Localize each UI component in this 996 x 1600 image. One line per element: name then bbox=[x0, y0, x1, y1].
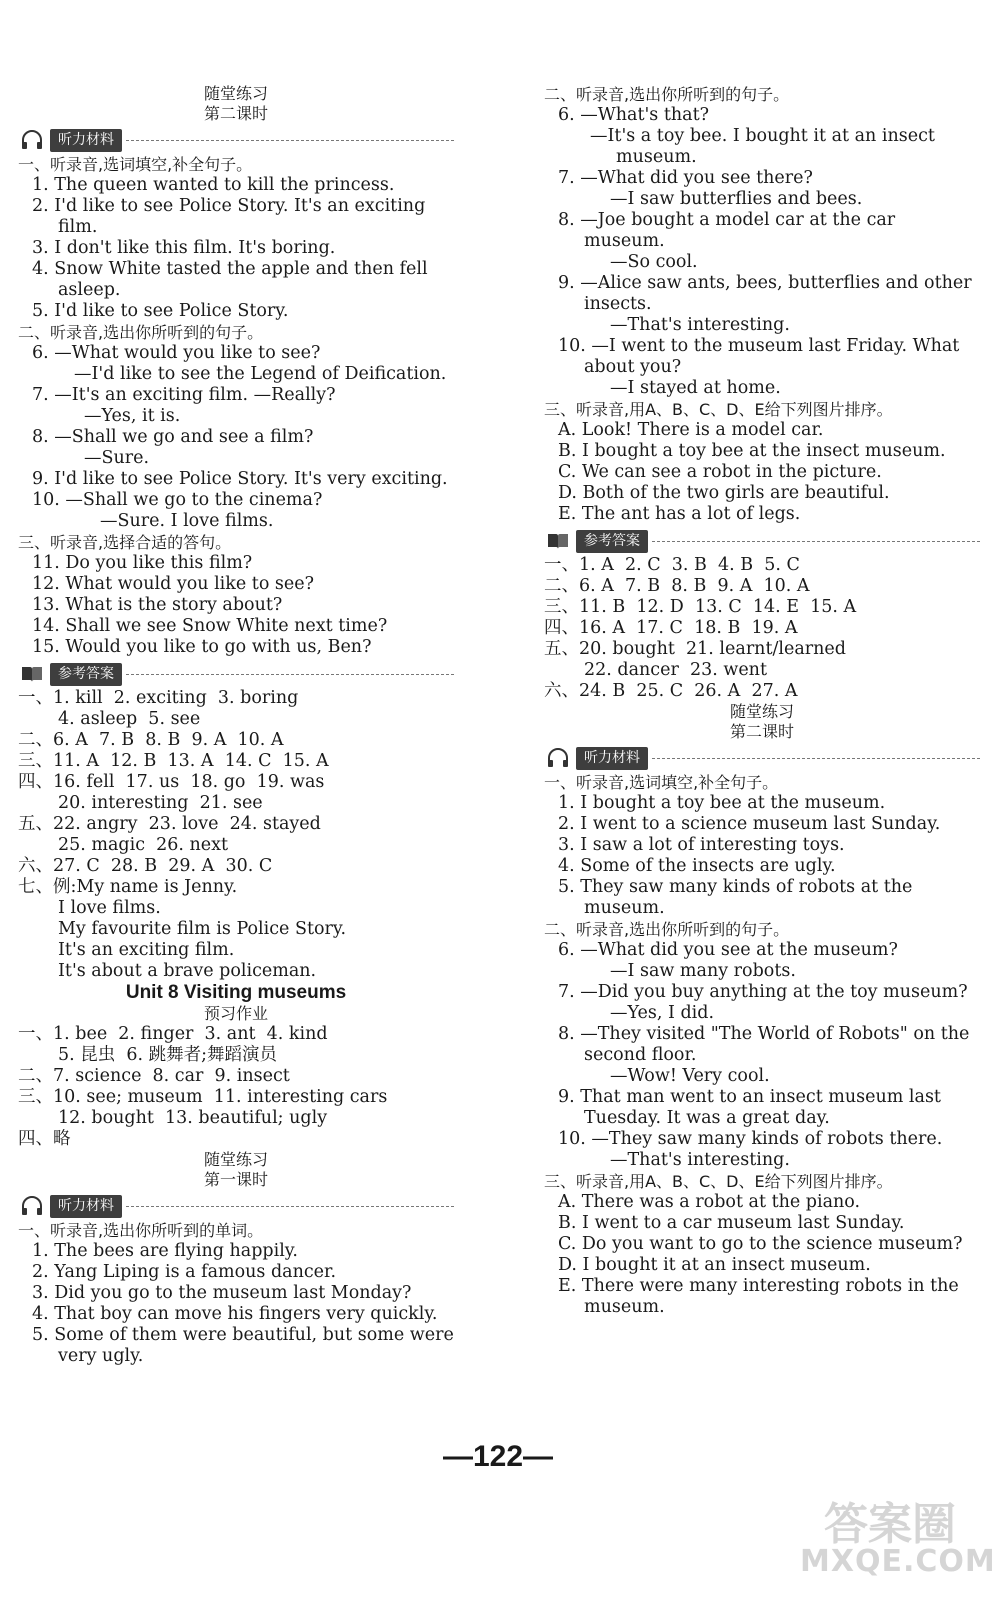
tag-label: 听力材料 bbox=[50, 1195, 122, 1218]
question: 1. The bees are flying happily. bbox=[32, 1241, 298, 1261]
headphones-icon bbox=[544, 747, 572, 769]
option: D. I bought it at an insect museum. bbox=[558, 1255, 871, 1275]
watermark-url: MXQE.COM bbox=[800, 1544, 996, 1579]
section-heading: 二、听录音,选出你所听到的句子。 bbox=[18, 323, 264, 342]
question-reply: —Yes, I did. bbox=[610, 1003, 715, 1023]
answer-line: 二、7. science 8. car 9. insect bbox=[18, 1066, 290, 1086]
question: 4. That boy can move his fingers very quickly. bbox=[32, 1304, 438, 1324]
question-reply: —It's a toy bee. I bought it at an insect museum. bbox=[590, 126, 935, 167]
section-subtitle: 第二课时 bbox=[729, 722, 794, 741]
section-heading: 三、听录音,用A、B、C、D、E给下列图片排序。 bbox=[544, 1172, 893, 1191]
dashed-divider bbox=[126, 674, 454, 675]
answer-line: 六、27. C 28. B 29. A 30. C bbox=[18, 856, 273, 876]
question: 1. I bought a toy bee at the museum. bbox=[558, 793, 886, 813]
answer-line: 七、例:My name is Jenny. bbox=[18, 877, 238, 897]
answer-line: 一、1. kill 2. exciting 3. boring bbox=[18, 688, 299, 708]
question-reply: —Wow! Very cool. bbox=[610, 1066, 770, 1086]
question-reply: —I'd like to see the Legend of Deification. bbox=[74, 364, 447, 384]
question: 7. —What did you see there? bbox=[558, 168, 813, 188]
section-heading: 二、听录音,选出你所听到的句子。 bbox=[544, 920, 790, 939]
answer-key-tag bbox=[544, 529, 980, 553]
example-line: My favourite film is Police Story. bbox=[58, 919, 347, 939]
question-reply: —That's interesting. bbox=[610, 315, 790, 335]
question: 10. —They saw many kinds of robots there. bbox=[558, 1129, 943, 1149]
answer-line: 22. dancer 23. went bbox=[584, 660, 767, 680]
option: B. I bought a toy bee at the insect museum. bbox=[558, 441, 946, 461]
listening-material-tag bbox=[18, 1194, 454, 1218]
question: 2. I went to a science museum last Sunday. bbox=[558, 814, 941, 834]
answer-line: 5. 昆虫 6. 跳舞者;舞蹈演员 bbox=[58, 1045, 278, 1065]
option: C. We can see a robot in the picture. bbox=[558, 462, 882, 482]
left-column bbox=[18, 84, 454, 1367]
question-reply: —So cool. bbox=[610, 252, 698, 272]
question-reply: —I saw many robots. bbox=[610, 961, 796, 981]
section-title: 随堂练习 bbox=[203, 84, 268, 103]
headphones-icon bbox=[18, 1195, 46, 1217]
dashed-divider bbox=[126, 140, 454, 141]
example-line: It's about a brave policeman. bbox=[58, 961, 317, 981]
answer-line: 一、1. bee 2. finger 3. ant 4. kind bbox=[18, 1024, 328, 1044]
book-icon bbox=[544, 530, 572, 552]
option: D. Both of the two girls are beautiful. bbox=[558, 483, 890, 503]
question: 5. Some of them were beautiful, but some were very ugly. bbox=[32, 1325, 454, 1366]
question: 15. Would you like to go with us, Ben? bbox=[32, 637, 372, 657]
question-reply: —Sure. I love films. bbox=[100, 511, 274, 531]
question: 2. I'd like to see Police Story. It's an exciting film. bbox=[32, 196, 426, 237]
answer-line: 一、1. A 2. C 3. B 4. B 5. C bbox=[544, 555, 800, 575]
answer-line: 四、16. fell 17. us 18. go 19. was bbox=[18, 772, 325, 792]
answer-line: 20. interesting 21. see bbox=[58, 793, 263, 813]
question: 14. Shall we see Snow White next time? bbox=[32, 616, 388, 636]
question-reply: —I saw butterflies and bees. bbox=[610, 189, 863, 209]
question: 3. Did you go to the museum last Monday? bbox=[32, 1283, 412, 1303]
question: 6. —What would you like to see? bbox=[32, 343, 321, 363]
listening-material-tag bbox=[18, 128, 454, 152]
question: 8. —Shall we go and see a film? bbox=[32, 427, 314, 447]
answer-line: 二、6. A 7. B 8. B 9. A 10. A bbox=[18, 730, 284, 750]
section-heading: 一、听录音,选词填空,补全句子。 bbox=[544, 773, 779, 792]
question: 7. —Did you buy anything at the toy museum? bbox=[558, 982, 968, 1002]
question: 10. —I went to the museum last Friday. What about you? bbox=[558, 336, 960, 377]
question: 8. —Joe bought a model car at the car museum. bbox=[558, 210, 896, 251]
section-subtitle: 第一课时 bbox=[203, 1170, 268, 1189]
section-heading: 三、听录音,用A、B、C、D、E给下列图片排序。 bbox=[544, 400, 893, 419]
section-title: 随堂练习 bbox=[203, 1150, 268, 1169]
question: 12. What would you like to see? bbox=[32, 574, 315, 594]
question: 3. I don't like this film. It's boring. bbox=[32, 238, 336, 258]
question: 9. That man went to an insect museum last Tuesday. It was a great day. bbox=[558, 1087, 941, 1128]
question-reply: —That's interesting. bbox=[610, 1150, 790, 1170]
example-line: It's an exciting film. bbox=[58, 940, 235, 960]
section-subtitle: 第二课时 bbox=[203, 104, 268, 123]
answer-line: 四、略 bbox=[18, 1129, 71, 1149]
dashed-divider bbox=[652, 758, 980, 759]
answer-line: 4. asleep 5. see bbox=[58, 709, 201, 729]
section-heading: 二、听录音,选出你所听到的句子。 bbox=[544, 85, 790, 104]
right-column bbox=[544, 84, 980, 1318]
question: 10. —Shall we go to the cinema? bbox=[32, 490, 323, 510]
answer-line: 四、16. A 17. C 18. B 19. A bbox=[544, 618, 798, 638]
question-reply: —Yes, it is. bbox=[84, 406, 181, 426]
dashed-divider bbox=[126, 1206, 454, 1207]
option: E. There were many interesting robots in the museum. bbox=[558, 1276, 959, 1317]
tag-label: 参考答案 bbox=[576, 530, 648, 553]
watermark-text: 答案圈 bbox=[824, 1499, 956, 1550]
answer-key-tag bbox=[18, 662, 454, 686]
answer-line: 二、6. A 7. B 8. B 9. A 10. A bbox=[544, 576, 810, 596]
question: 9. I'd like to see Police Story. It's very exciting. bbox=[32, 469, 448, 489]
question: 2. Yang Liping is a famous dancer. bbox=[32, 1262, 337, 1282]
dashed-divider bbox=[652, 541, 980, 542]
answer-line: 五、22. angry 23. love 24. stayed bbox=[18, 814, 321, 834]
answer-line: 五、20. bought 21. learnt/learned bbox=[544, 639, 846, 659]
option: A. There was a robot at the piano. bbox=[558, 1192, 861, 1212]
question: 8. —They visited "The World of Robots" on the second floor. bbox=[558, 1024, 970, 1065]
headphones-icon bbox=[18, 129, 46, 151]
answer-line: 三、11. B 12. D 13. C 14. E 15. A bbox=[544, 597, 857, 617]
question: 5. They saw many kinds of robots at the museum. bbox=[558, 877, 913, 918]
example-line: I love films. bbox=[58, 898, 161, 918]
question: 4. Some of the insects are ugly. bbox=[558, 856, 836, 876]
question: 1. The queen wanted to kill the princess. bbox=[32, 175, 395, 195]
question-reply: —Sure. bbox=[84, 448, 150, 468]
tag-label: 听力材料 bbox=[50, 129, 122, 152]
question: 6. —What's that? bbox=[558, 105, 709, 125]
answer-line: 三、11. A 12. B 13. A 14. C 15. A bbox=[18, 751, 329, 771]
answer-line: 三、10. see; museum 11. interesting cars bbox=[18, 1087, 388, 1107]
question: 5. I'd like to see Police Story. bbox=[32, 301, 289, 321]
section-subtitle: 预习作业 bbox=[203, 1004, 268, 1023]
section-heading: 三、听录音,选择合适的答句。 bbox=[18, 533, 232, 552]
section-title: 随堂练习 bbox=[729, 702, 794, 721]
question: 7. —It's an exciting film. —Really? bbox=[32, 385, 336, 405]
question: 6. —What did you see at the museum? bbox=[558, 940, 898, 960]
tag-label: 参考答案 bbox=[50, 663, 122, 686]
tag-label: 听力材料 bbox=[576, 747, 648, 770]
section-heading: 一、听录音,选出你所听到的单词。 bbox=[18, 1221, 264, 1240]
option: B. I went to a car museum last Sunday. bbox=[558, 1213, 905, 1233]
question: 11. Do you like this film? bbox=[32, 553, 253, 573]
option: E. The ant has a lot of legs. bbox=[558, 504, 801, 524]
question: 4. Snow White tasted the apple and then fell asleep. bbox=[32, 259, 428, 300]
section-heading: 一、听录音,选词填空,补全句子。 bbox=[18, 155, 253, 174]
question: 9. —Alice saw ants, bees, butterflies and other insects. bbox=[558, 273, 972, 314]
option: C. Do you want to go to the science museum? bbox=[558, 1234, 963, 1254]
book-icon bbox=[18, 663, 46, 685]
unit-title: Unit 8 Visiting museums bbox=[125, 982, 347, 1003]
answer-line: 六、24. B 25. C 26. A 27. A bbox=[544, 681, 798, 701]
page-number: —122— bbox=[442, 1440, 554, 1473]
answer-line: 25. magic 26. next bbox=[58, 835, 229, 855]
answer-line: 12. bought 13. beautiful; ugly bbox=[58, 1108, 328, 1128]
option: A. Look! There is a model car. bbox=[558, 420, 824, 440]
question-reply: —I stayed at home. bbox=[610, 378, 781, 398]
question: 3. I saw a lot of interesting toys. bbox=[558, 835, 845, 855]
question: 13. What is the story about? bbox=[32, 595, 283, 615]
listening-material-tag bbox=[544, 746, 980, 770]
watermark bbox=[800, 1488, 996, 1588]
